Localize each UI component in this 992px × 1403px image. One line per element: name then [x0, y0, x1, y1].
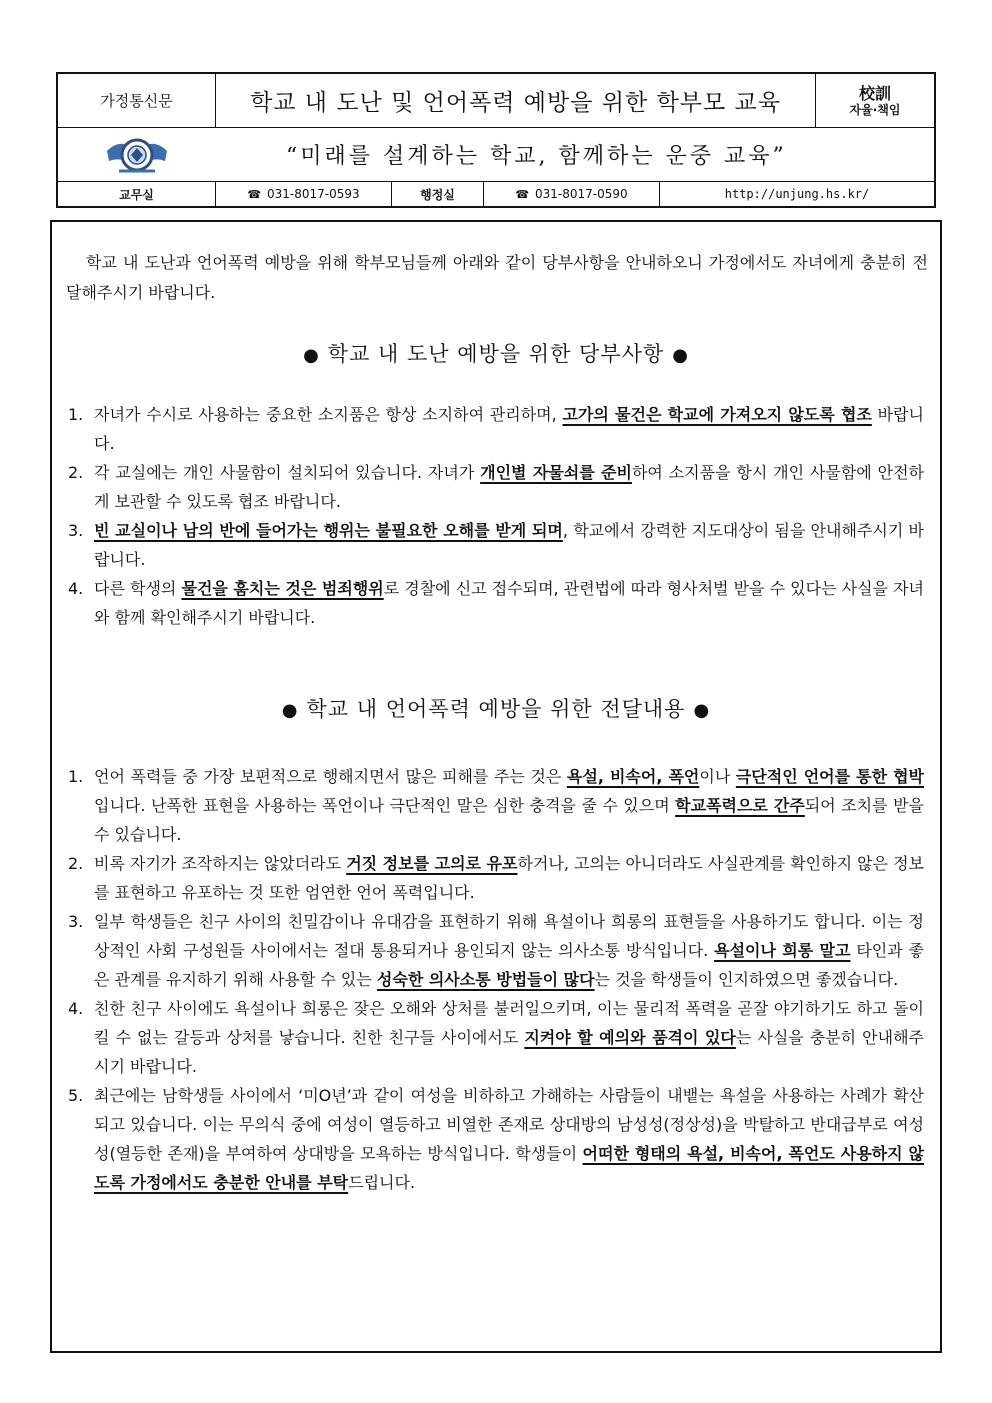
item-number: 2. [68, 463, 84, 482]
motto-value: 자율·책임 [849, 102, 901, 117]
item-emphasis: 빈 교실이나 남의 반에 들어가는 행위는 불필요한 오해를 받게 되며 [94, 521, 563, 540]
section1-heading [52, 338, 940, 368]
list-item [68, 849, 924, 907]
section1-title: 학교 내 도난 예방을 위한 당부사항 [327, 342, 665, 366]
item-text: 다른 학생의 [94, 579, 182, 598]
office2-phone-number: 031-8017-0590 [535, 187, 628, 201]
newsletter-header [56, 72, 936, 208]
item-text: 로 경찰에 신고 접수되며, 관련법에 따라 형사처벌 받을 수 있다는 사실을 자녀와 함께 확인해주시기 바랍니다. [94, 579, 924, 627]
header-row-title [58, 74, 934, 128]
item-text: 타인과 좋은 관계를 유지하기 위해 사용할 수 있는 [94, 941, 924, 989]
item-emphasis: 지켜야 할 예의와 품격이 있다 [524, 1028, 736, 1047]
item-text: 되어 조치를 받을 수 있습니다. [94, 796, 924, 844]
list-item [68, 907, 924, 994]
website-link[interactable]: http://unjung.hs.kr/ [724, 187, 870, 201]
item-number: 4. [68, 999, 84, 1018]
item-text: 바랍니다. [94, 405, 924, 453]
section2-list [68, 762, 924, 1197]
item-emphasis: 성숙한 의사소통 방법들이 많다 [376, 970, 595, 989]
item-text: 최근에는 남학생들 사이에서 ‘미O년’과 같이 여성을 비하하고 가해하는 사람들이 내뱉는 욕설을 사용하는 사례가 확산되고 있습니다. 이는 무의식 중에 여성이 열등하고 비열한 존재로 상대방의 남성성(정상성)을 박탈하고 반대급부로 여성성(열등한 존재)을 부여하여 상대방을 모욕하는 방식입니다. 학생들이 [94, 1086, 924, 1163]
item-number: 1. [68, 405, 84, 424]
item-emphasis: 극단적인 언어를 통한 협박 [735, 767, 924, 786]
black-circle-bullet-icon: ● [693, 700, 711, 721]
motto-label: 校訓 [858, 83, 891, 103]
item-text: 일부 학생들은 친구 사이의 친밀감이나 유대감을 표현하기 위해 욕설이나 희롱의 표현들을 사용하기도 합니다. 이는 정상적인 사회 구성원들 사이에서는 절대 통용되거나 용인되지 않는 의사소통 방식입니다. [94, 912, 924, 960]
content-box [50, 220, 942, 1353]
header-row-slogan [58, 128, 934, 182]
list-item [68, 400, 924, 458]
item-number: 2. [68, 854, 84, 873]
section2-heading [52, 693, 940, 723]
document-title: 학교 내 도난 및 언어폭력 예방을 위한 학부모 교육 [216, 74, 816, 127]
phone-icon: ☎ [515, 187, 530, 201]
item-text: 언어 폭력들 중 가장 보편적으로 행해지면서 많은 피해를 주는 것은 [94, 767, 567, 786]
item-text: 자녀가 수시로 사용하는 중요한 소지품은 항상 소지하여 관리하며, [94, 405, 563, 424]
school-motto [816, 74, 934, 127]
black-circle-bullet-icon: ● [672, 345, 689, 366]
intro-paragraph: 학교 내 도난과 언어폭력 예방을 위해 학부모님들께 아래와 같이 당부사항을 안내하오니 가정에서도 자녀에게 충분히 전달해주시기 바랍니다. [66, 253, 928, 302]
item-emphasis: 개인별 자물쇠를 준비 [480, 463, 632, 482]
header-row-contacts [58, 182, 934, 206]
section2-title: 학교 내 언어폭력 예방을 위한 전달내용 [306, 697, 686, 721]
item-emphasis: 고가의 물건은 학교에 가져오지 않도록 협조 [562, 405, 872, 424]
item-text: 하거나, 고의는 아니더라도 사실관계를 확인하지 않은 정보를 표현하고 유포하는 것 또한 엄연한 언어 폭력입니다. [94, 854, 925, 902]
item-emphasis: 욕설이나 희롱 말고 [714, 941, 851, 960]
item-text: , 학교에서 강력한 지도대상이 됨을 안내해주시기 바랍니다. [94, 521, 924, 569]
item-text: 하여 소지품을 항시 개인 사물함에 안전하게 보관할 수 있도록 협조 바랍니다. [94, 463, 924, 511]
school-slogan: “미래를 설계하는 학교, 함께하는 운중 교육” [286, 144, 787, 169]
list-item [68, 994, 924, 1081]
item-text: 는 사실을 충분히 안내해주시기 바랍니다. [94, 1028, 924, 1076]
office1-phone [216, 182, 392, 206]
item-emphasis: 물건을 훔치는 것은 범죄행위 [181, 579, 384, 598]
item-text: 친한 친구 사이에도 욕설이나 희롱은 잦은 오해와 상처를 불러일으키며, 이는 물리적 폭력을 곧잘 야기하기도 하고 돌이킬 수 없는 갈등과 상처를 낳습니다. 친한 친구들 사이에서도 [94, 999, 924, 1047]
item-emphasis: 어떠한 형태의 욕설, 비속어, 폭언도 사용하지 않도록 가정에서도 충분한 안내를 부탁 [94, 1144, 924, 1192]
item-number: 4. [68, 579, 84, 598]
phone-icon: ☎ [247, 187, 262, 201]
item-text: 드립니다. [348, 1173, 416, 1192]
school-logo [58, 128, 216, 181]
item-text: 이나 [699, 767, 736, 786]
school-emblem-icon [105, 133, 169, 177]
item-emphasis: 거짓 정보를 고의로 유포 [346, 854, 518, 873]
item-number: 3. [68, 521, 84, 540]
black-circle-bullet-icon: ● [281, 700, 299, 721]
black-circle-bullet-icon: ● [303, 345, 320, 366]
list-item [68, 516, 924, 574]
section1-list [68, 400, 924, 632]
item-text: 입니다. 난폭한 표현을 사용하는 폭언이나 극단적인 말은 심한 충격을 줄 수 있으며 [94, 796, 676, 815]
office1-phone-number: 031-8017-0593 [267, 187, 360, 201]
item-emphasis: 욕설, 비속어, 폭언 [566, 767, 700, 786]
list-item [68, 1081, 924, 1197]
office2-label: 행정실 [392, 182, 484, 206]
office1-label: 교무실 [58, 182, 216, 206]
item-text: 는 것을 학생들이 인지하였으면 좋겠습니다. [594, 970, 899, 989]
list-item [68, 574, 924, 632]
item-text: 각 교실에는 개인 사물함이 설치되어 있습니다. 자녀가 [94, 463, 481, 482]
item-emphasis: 학교폭력으로 간주 [675, 796, 805, 815]
list-item [68, 762, 924, 849]
office2-phone [484, 182, 660, 206]
item-text: 비록 자기가 조작하지는 않았더라도 [94, 854, 347, 873]
item-number: 1. [68, 767, 84, 786]
item-number: 5. [68, 1086, 84, 1105]
newsletter-label: 가정통신문 [58, 74, 216, 127]
item-number: 3. [68, 912, 84, 931]
list-item [68, 458, 924, 516]
